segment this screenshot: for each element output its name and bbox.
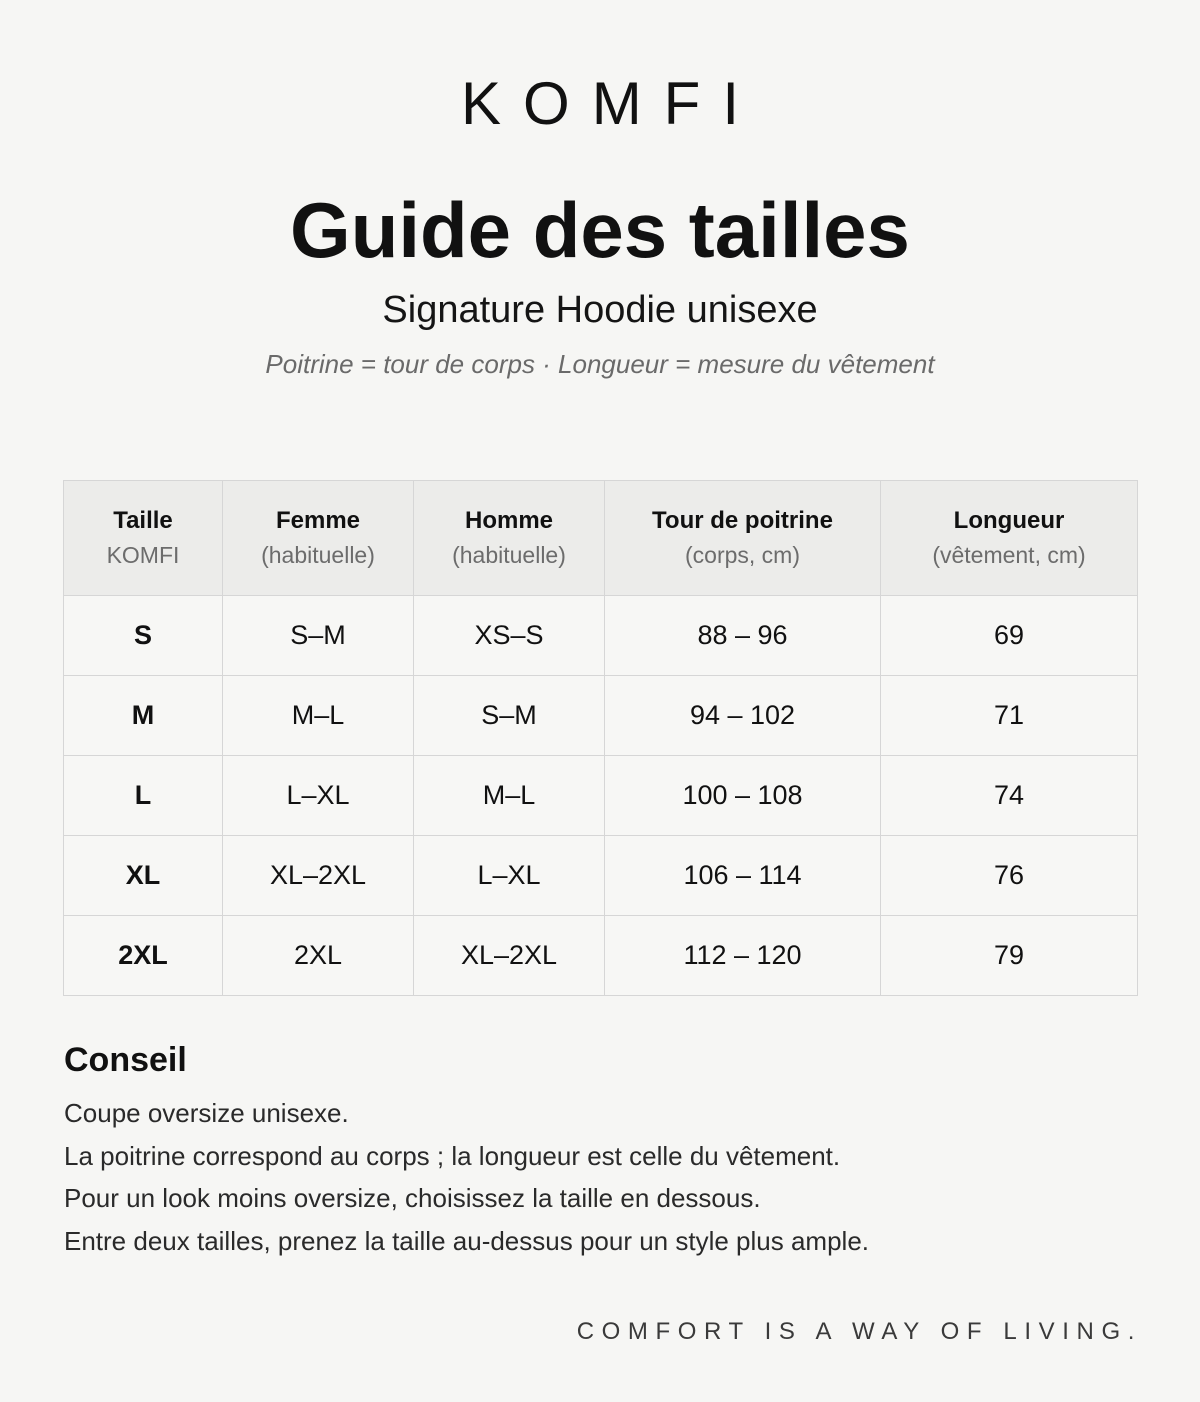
page-subtitle: Signature Hoodie unisexe <box>382 289 818 331</box>
conseil-line: La poitrine correspond au corps ; la longueur est celle du vêtement. <box>64 1140 841 1171</box>
chest-cell: 112 – 120 <box>605 916 881 996</box>
header-label: Homme <box>464 507 554 534</box>
header-homme <box>414 481 605 596</box>
femme-cell: L–XL <box>223 756 414 836</box>
size-cell: XL <box>64 836 223 916</box>
table-row <box>64 596 1138 676</box>
size-cell: M <box>64 676 223 756</box>
table-row <box>64 836 1138 916</box>
header-tour-de-poitrine <box>605 481 881 596</box>
header-longueur <box>881 481 1138 596</box>
size-cell: S <box>64 596 223 676</box>
header-sublabel: (vêtement, cm) <box>932 542 1086 568</box>
size-cell: L <box>64 756 223 836</box>
length-cell: 71 <box>881 676 1138 756</box>
chest-cell: 88 – 96 <box>605 596 881 676</box>
conseil-line: Entre deux tailles, prenez la taille au-dessus pour un style plus ample. <box>64 1225 869 1256</box>
header-label: Femme <box>275 507 361 534</box>
conseil-line: Coupe oversize unisexe. <box>64 1098 349 1128</box>
conseil-line: Pour un look moins oversize, choisissez la taille en dessous. <box>64 1183 761 1213</box>
length-cell: 69 <box>881 596 1138 676</box>
header-sublabel: (corps, cm) <box>685 542 800 568</box>
homme-cell: S–M <box>414 676 605 756</box>
brand-logo: KOMFI <box>461 70 761 137</box>
header-taille <box>64 481 223 596</box>
header-sublabel: (habituelle) <box>261 542 375 568</box>
header-label: Longueur <box>953 507 1065 534</box>
femme-cell: XL–2XL <box>223 836 414 916</box>
size-table <box>63 480 1138 996</box>
femme-cell: S–M <box>223 596 414 676</box>
size-cell: 2XL <box>64 916 223 996</box>
femme-cell: 2XL <box>223 916 414 996</box>
homme-cell: XS–S <box>414 596 605 676</box>
header-label: Tour de poitrine <box>652 507 833 534</box>
table-row <box>64 756 1138 836</box>
length-cell: 79 <box>881 916 1138 996</box>
chest-cell: 100 – 108 <box>605 756 881 836</box>
brand-tagline: COMFORT IS A WAY OF LIVING. <box>576 1318 1142 1345</box>
conseil-heading: Conseil <box>64 1041 187 1079</box>
size-table-header <box>64 481 1138 596</box>
header-femme <box>223 481 414 596</box>
measurement-note: Poitrine = tour de corps · Longueur = mesure du vêtement <box>265 349 935 379</box>
table-row <box>64 676 1138 756</box>
chest-cell: 94 – 102 <box>605 676 881 756</box>
chest-cell: 106 – 114 <box>605 836 881 916</box>
length-cell: 74 <box>881 756 1138 836</box>
table-row <box>64 916 1138 996</box>
length-cell: 76 <box>881 836 1138 916</box>
header-sublabel: KOMFI <box>106 542 180 568</box>
femme-cell: M–L <box>223 676 414 756</box>
conseil-list <box>64 1092 1144 1262</box>
header-sublabel: (habituelle) <box>452 542 566 568</box>
homme-cell: M–L <box>414 756 605 836</box>
homme-cell: XL–2XL <box>414 916 605 996</box>
page-title: Guide des tailles <box>290 186 910 274</box>
header-label: Taille <box>113 507 173 534</box>
homme-cell: L–XL <box>414 836 605 916</box>
